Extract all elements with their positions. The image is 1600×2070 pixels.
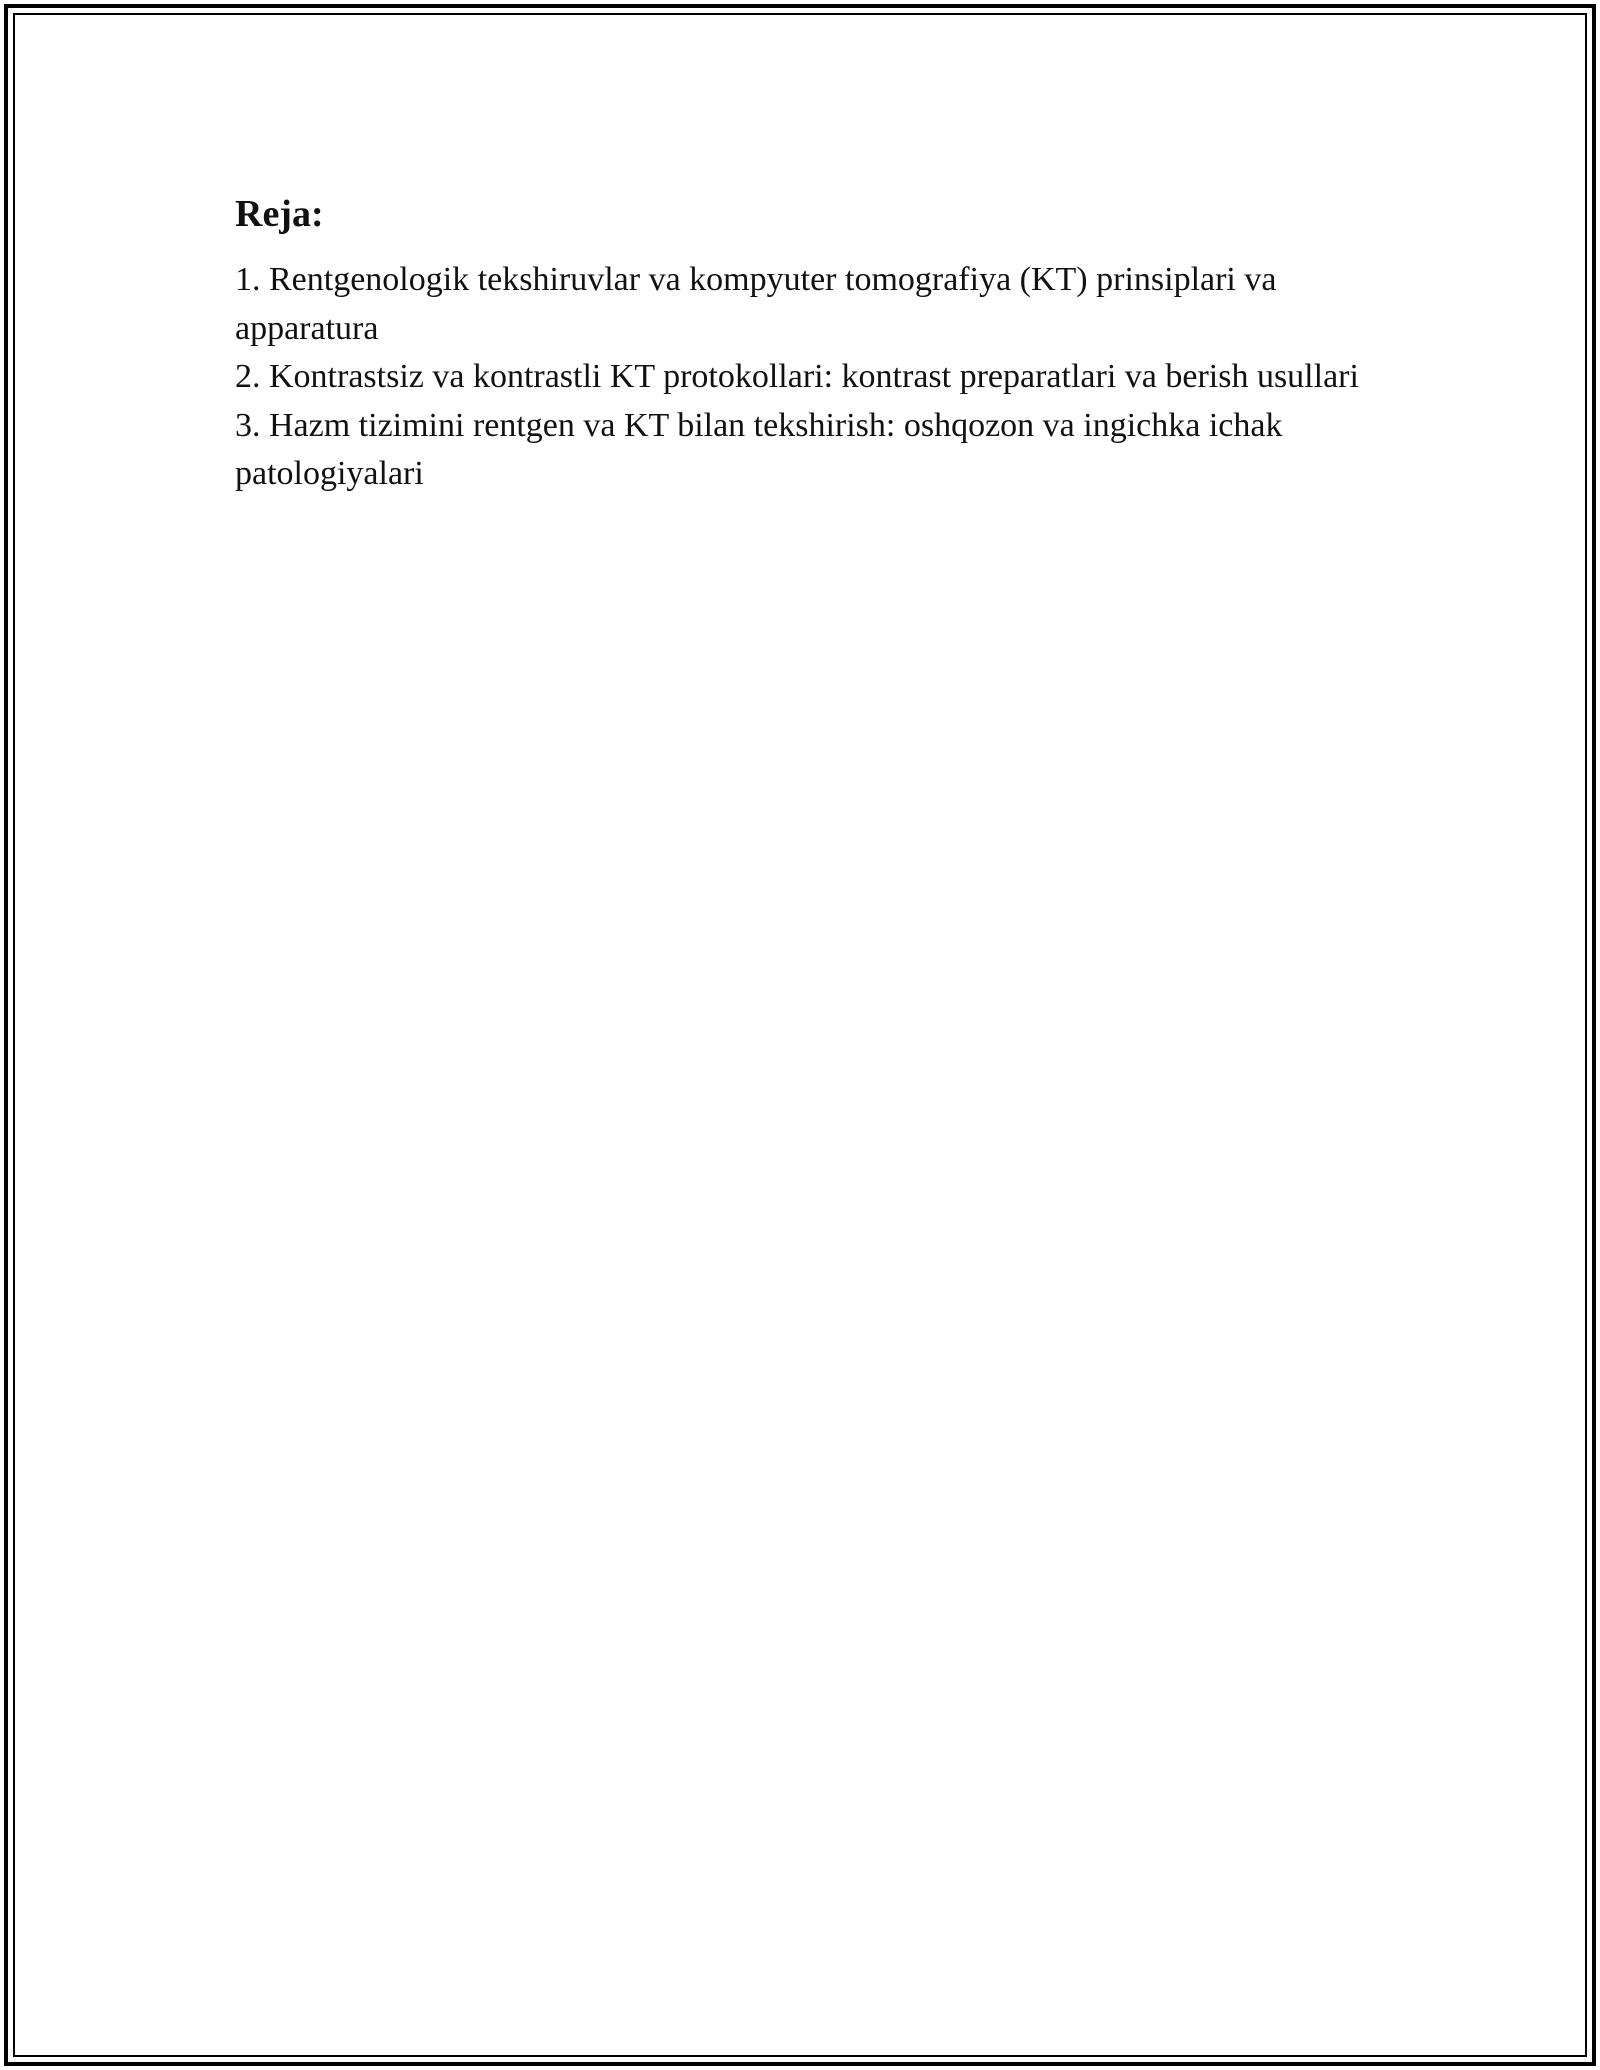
- plan-item-1: 1. Rentgenologik tekshiruvlar va kompyuter tomografiya (KT) prinsiplari va apparatura: [235, 261, 1277, 347]
- document-body: [235, 186, 1385, 499]
- plan-item-3: 3. Hazm tizimini rentgen va KT bilan tekshirish: oshqozon va ingichka ichak patologiyalari: [235, 406, 1283, 492]
- plan-item-2: 2. Kontrastsiz va kontrastli KT protokollari: kontrast preparatlari va berish usullari: [235, 358, 1359, 395]
- plan-list: [235, 256, 1385, 499]
- plan-heading: Reja:: [235, 193, 324, 235]
